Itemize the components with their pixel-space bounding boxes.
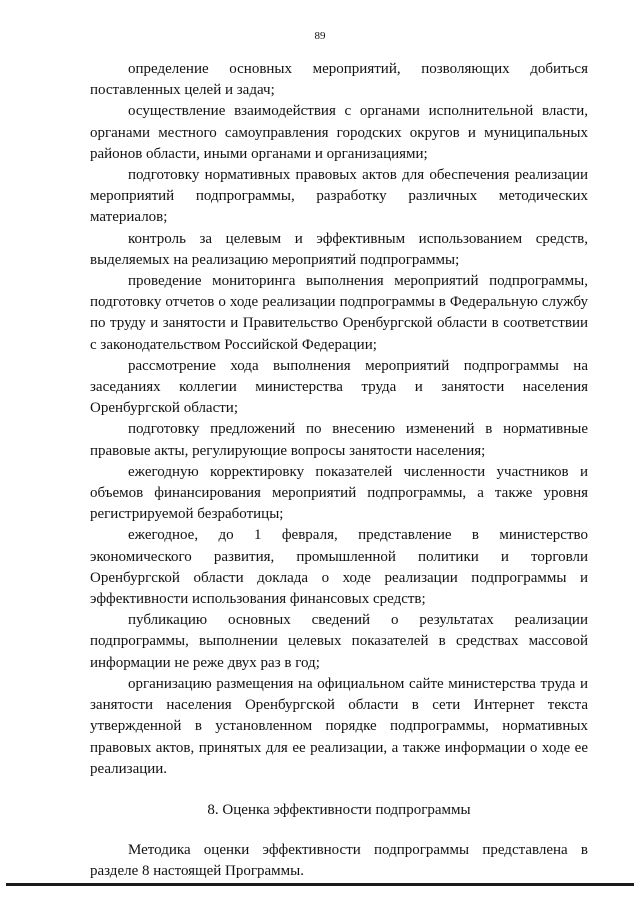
- page-number: 89: [314, 30, 326, 42]
- list-item: рассмотрение хода выполнения мероприятий подпрограммы на заседаниях коллегии министерства труда и занятости населения Оренбургской области;: [90, 357, 588, 417]
- bottom-divider: [6, 883, 634, 886]
- page-body: [90, 59, 588, 883]
- section-body: Методика оценки эффективности подпрограммы представлена в разделе 8 настоящей Программы.: [90, 842, 588, 880]
- list-item: публикацию основных сведений о результатах реализации подпрограммы, выполнении целевых показателей в средствах массовой информации не реже двух раз в год;: [90, 612, 588, 671]
- list-item: определение основных мероприятий, позволяющих добиться поставленных целей и задач;: [90, 61, 588, 99]
- list-item: организацию размещения на официальном сайте министерства труда и занятости населения Оренбургской области в сети Интернет текста утвержденной в установленном порядке подпрограммы, нормативных правовых актов, принятых для ее реализации, а также информации о ходе ее реализации.: [90, 675, 588, 777]
- list-item: контроль за целевым и эффективным использованием средств, выделяемых на реализацию мероприятий подпрограммы;: [90, 230, 588, 268]
- section-heading: 8. Оценка эффективности подпрограммы: [207, 801, 471, 818]
- list-item: подготовку нормативных правовых актов для обеспечения реализации мероприятий подпрограммы, разработку различных методических материалов;: [90, 167, 588, 226]
- list-item: проведение мониторинга выполнения мероприятий подпрограммы, подготовку отчетов о ходе реализации подпрограммы в Федеральную службу по труду и занятости и Правительство Оренбургской области в соответствии с законодательством Российской Федерации;: [90, 273, 588, 353]
- list-item: осуществление взаимодействия с органами исполнительной власти, органами местного самоуправления городских округов и муниципальных районов области, иными органами и организациями;: [90, 103, 588, 162]
- list-item: ежегодное, до 1 февраля, представление в министерство экономического развития, промышленной политики и торговли Оренбургской области доклада о ходе реализации подпрограммы и эффективности использования финансовых средств;: [90, 527, 588, 608]
- list-item: ежегодную корректировку показателей численности участников и объемов финансирования мероприятий подпрограммы, а также уровня регистрируемой безработицы;: [90, 463, 588, 523]
- list-item: подготовку предложений по внесению изменений в нормативные правовые акты, регулирующие вопросы занятости населения;: [90, 421, 588, 459]
